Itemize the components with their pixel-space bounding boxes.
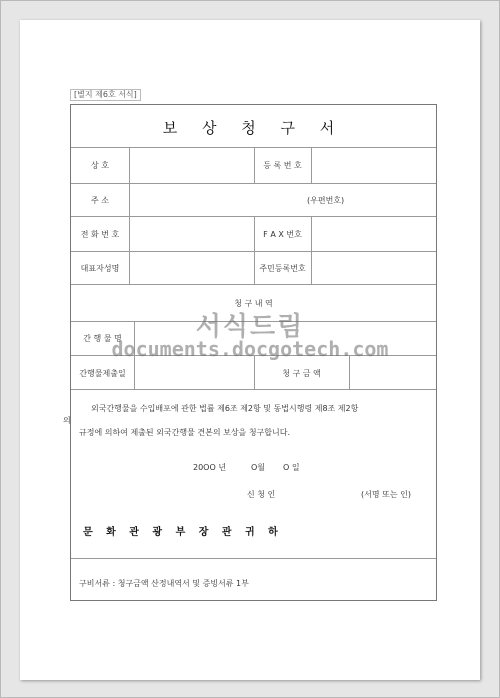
label-reg-no: 등 록 번 호 <box>263 161 302 170</box>
form-reference: [별지 제6호 서식] <box>70 89 141 101</box>
label-publication-submit-date: 간행물제출일 <box>79 369 126 378</box>
applicant-label: 신 청 인 <box>247 490 276 499</box>
label-postal-code: (우편번호) <box>307 196 345 205</box>
label-rep-name: 대표자성명 <box>80 264 120 273</box>
watermark-url: documents.docgotech.com <box>111 337 389 361</box>
row-divider <box>71 284 436 285</box>
date-year: 20OO 년 <box>193 463 227 472</box>
recipient: 문 화 관 광 부 장 관 귀 하 <box>83 527 283 538</box>
statement-line-2: 규정에 의하여 제출된 외국간행물 견본의 보상을 청구합니다. <box>79 428 290 437</box>
column-divider <box>311 147 312 183</box>
label-resident-no: 주민등록번호 <box>259 264 306 273</box>
label-claim-amount: 청 구 금 액 <box>282 369 321 378</box>
date-day: O 일 <box>283 463 300 472</box>
row-divider <box>71 389 436 390</box>
statement-prefix: 의 <box>63 416 71 425</box>
row-divider <box>71 558 436 559</box>
label-company: 상 호 <box>91 161 109 170</box>
date-month: O월 <box>251 463 266 472</box>
claim-section-title: 청 구 내 역 <box>234 299 273 308</box>
statement-line-1: 외국간행물을 수입배포에 관한 법률 제6조 제2항 및 동법시행령 제8조 제2항 <box>91 404 359 413</box>
required-documents: 구비서류 : 청구금액 산정내역서 및 증빙서류 1부 <box>79 579 249 588</box>
form-title: 보 상 청 구 서 <box>162 119 345 137</box>
column-divider <box>311 216 312 284</box>
label-phone: 전 화 번 호 <box>80 230 120 239</box>
watermark-title: 서식드림 <box>195 312 305 342</box>
row-divider <box>71 183 436 184</box>
label-fax: F A X 번호 <box>263 230 302 239</box>
column-divider <box>129 147 130 284</box>
label-address: 주 소 <box>91 196 109 205</box>
signature-or-seal: (서명 또는 인) <box>361 490 411 499</box>
label-publication-name: 간 행 물 명 <box>83 334 122 343</box>
